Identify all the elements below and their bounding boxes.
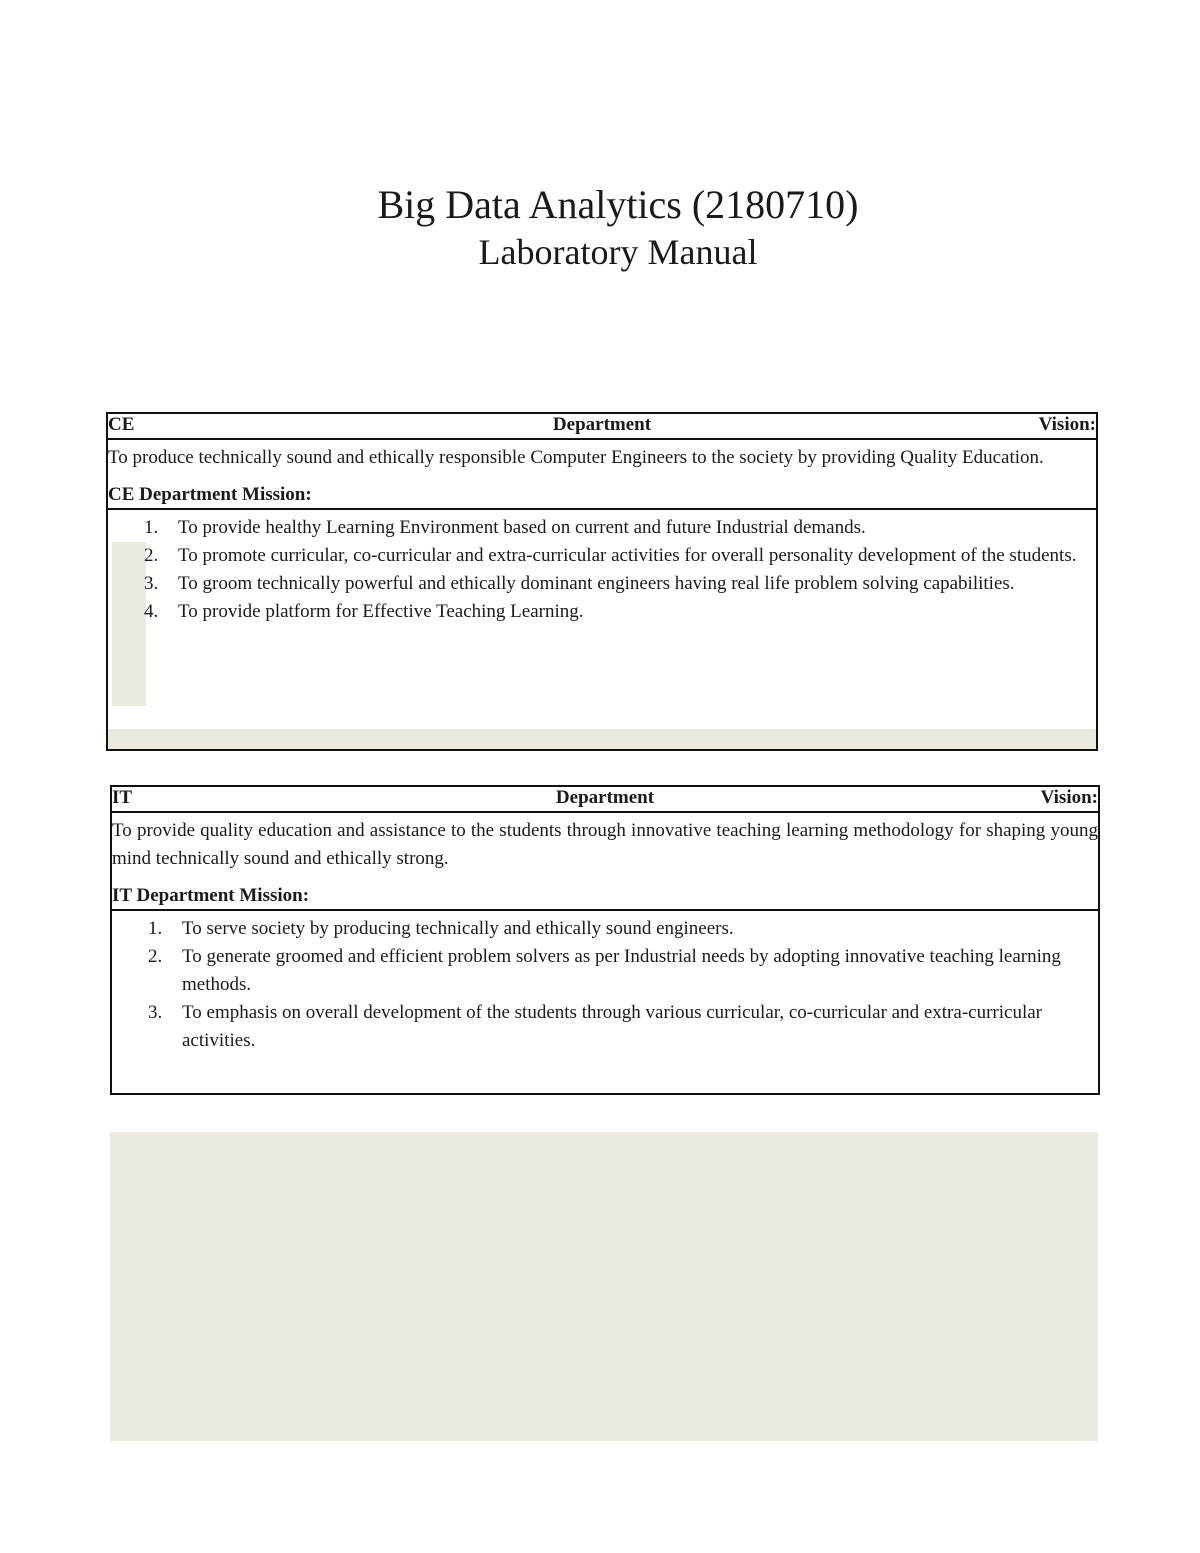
list-number: 3. (148, 1002, 163, 1023)
list-item (112, 943, 1098, 999)
list-number: 1. (144, 517, 159, 538)
ce-header-dept-code: CE (108, 414, 135, 435)
ce-vision-text: To produce technically sound and ethically responsible Computer Engineers to the society by providing Quality Education. (108, 447, 1044, 468)
list-item (108, 570, 1096, 598)
ce-header-department: Department (552, 414, 652, 435)
list-number: 1. (148, 918, 163, 939)
ce-header-vision: Vision: (1038, 414, 1096, 435)
list-text: To promote curricular, co-curricular and extra-curricular activities for overall personality development of the students. (178, 545, 1077, 566)
it-mission-label: IT Department Mission: (112, 873, 1098, 911)
it-header-vision: Vision: (1040, 787, 1098, 808)
list-text: To provide healthy Learning Environment based on current and future Industrial demands. (178, 517, 866, 538)
ce-department-box (106, 412, 1098, 751)
list-item (112, 915, 1098, 943)
list-text: To groom technically powerful and ethically dominant engineers having real life problem solving capabilities. (178, 573, 1015, 594)
list-number: 2. (144, 545, 159, 566)
ce-bottom-shade (108, 729, 1096, 749)
it-header-dept-code: IT (112, 787, 133, 808)
list-text: To emphasis on overall development of the students through various curricular, co-curricular and extra-curricular activities. (182, 1002, 1042, 1051)
list-item (108, 542, 1096, 570)
list-item (108, 514, 1096, 542)
it-vision-header (112, 787, 1098, 813)
ce-vision-header (108, 414, 1096, 440)
document-title-block (0, 180, 1200, 274)
it-department-box (110, 785, 1100, 1095)
list-text: To generate groomed and efficient problem solvers as per Industrial needs by adopting innovative teaching learning methods. (182, 946, 1061, 995)
list-item (108, 598, 1096, 626)
it-mission-list (112, 915, 1098, 1055)
it-header-department: Department (555, 787, 655, 808)
list-number: 3. (144, 573, 159, 594)
it-vision-text: To provide quality education and assistance to the students through innovative teaching learning methodology for shaping young mind technically sound and ethically strong. (112, 820, 1098, 869)
list-text: To provide platform for Effective Teaching Learning. (178, 601, 584, 622)
list-number: 4. (144, 601, 159, 622)
document-title: Big Data Analytics (2180710) (377, 182, 859, 227)
list-number: 2. (148, 946, 163, 967)
ce-mission-list (108, 514, 1096, 626)
document-subtitle: Laboratory Manual (478, 232, 758, 272)
list-item (112, 999, 1098, 1055)
list-text: To serve society by producing technically and ethically sound engineers. (182, 918, 734, 939)
blank-gray-panel (110, 1132, 1098, 1441)
ce-mission-label: CE Department Mission: (108, 472, 1096, 510)
